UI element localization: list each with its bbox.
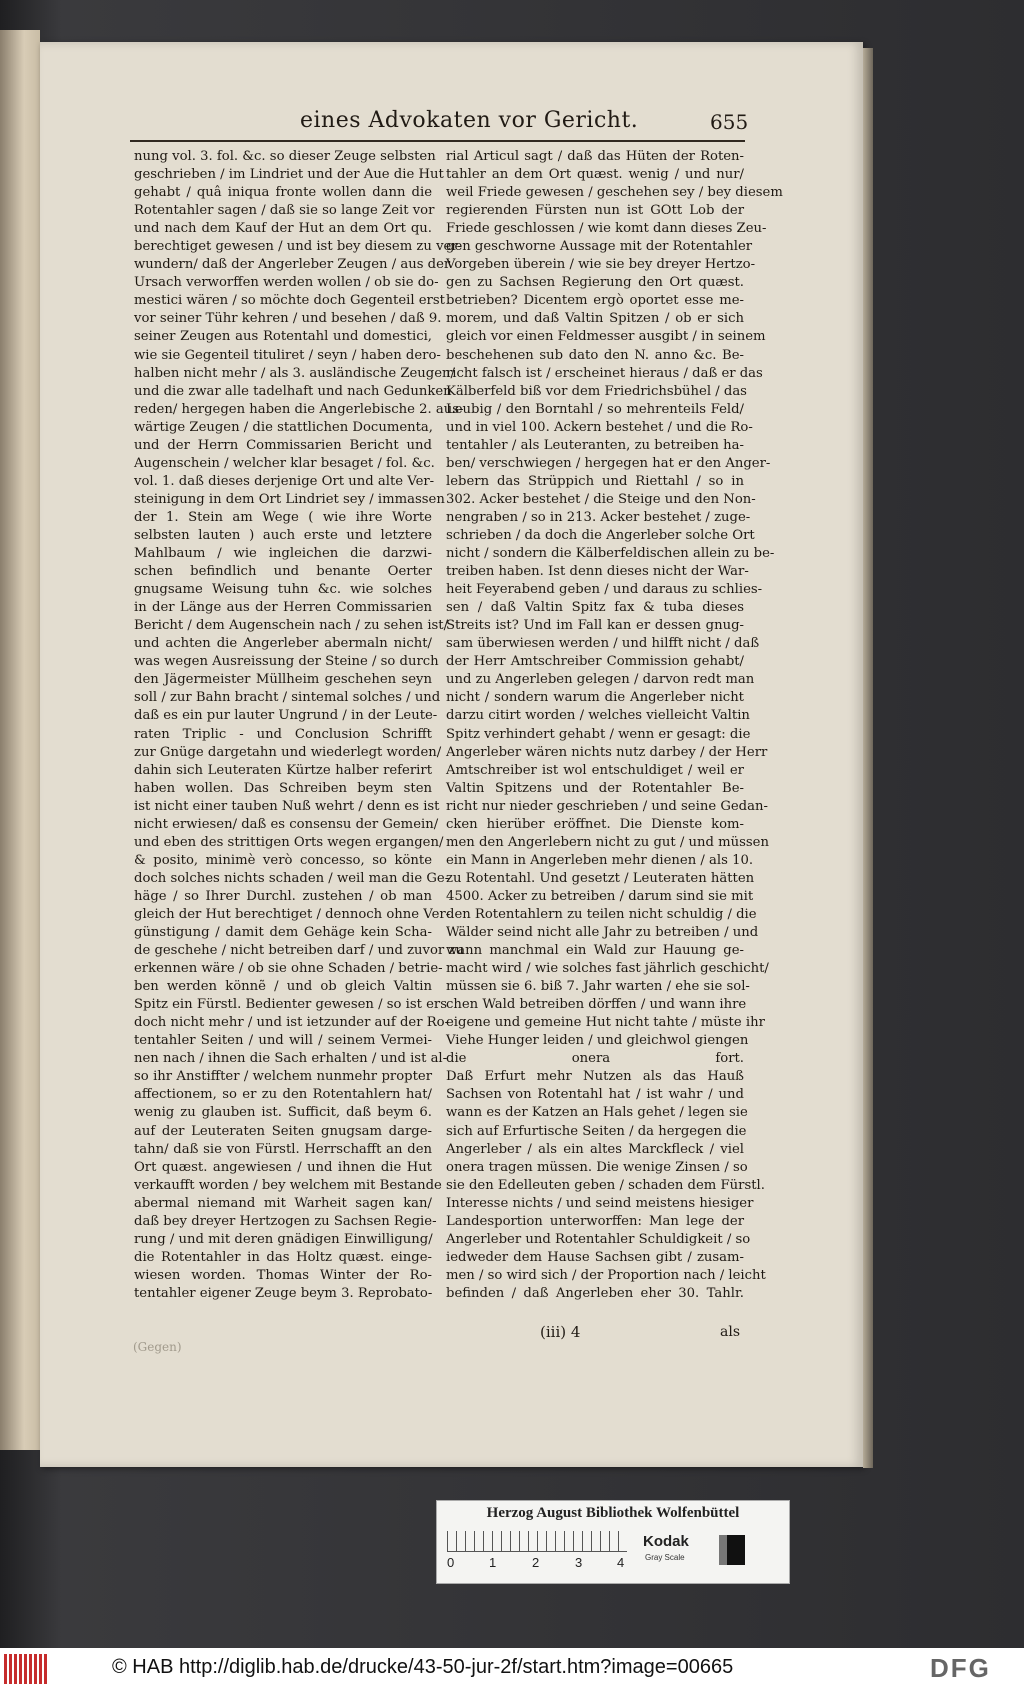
- text-line: nen nach / ihnen die Sach erhalten / und ist al-: [134, 1051, 448, 1067]
- text-line: sich auf Erfurtische Seiten / da hergegen die: [446, 1123, 747, 1139]
- text-line: doch solches nichts schaden / weil man die Ge-: [134, 870, 450, 886]
- text-line: berechtiget gewesen / und ist bey diesem zu ver-: [134, 239, 463, 255]
- text-line: Amtschreiber ist wol entschuldiget / weil er: [446, 762, 744, 778]
- text-line: morem, und daß Valtin Spitzen / ob er sich: [446, 311, 744, 327]
- text-line: betrieben? Dicentem ergò oportet esse me-: [446, 293, 744, 309]
- text-line: geschrieben / im Lindriet und der Aue die Hut: [134, 167, 444, 183]
- text-line: günstigung / damit dem Gehäge kein Scha-: [134, 925, 432, 941]
- running-head: eines Advokaten vor Gericht.: [300, 108, 639, 133]
- barcode-icon: [4, 1654, 48, 1684]
- text-line: daß es ein pur lauter Ungrund / in der Leute-: [134, 708, 438, 724]
- text-line: gleich vor einen Feldmesser ausgibt / in seinem: [446, 329, 766, 345]
- text-line: müssen sie 6. biß 7. Jahr warten / ehe sie sol-: [446, 979, 750, 995]
- text-line: und in viel 100. Ackern bestehet / und die Ro-: [446, 419, 753, 435]
- text-line: ben/ verschwiegen / hergegen hat er den Anger-: [446, 455, 771, 471]
- text-line: und zu Angerleben gelegen / darvon redt man: [446, 672, 755, 688]
- header-rule: [130, 140, 745, 142]
- text-line: Angerleber wären nichts nutz darbey / der Herr: [446, 744, 768, 760]
- text-line: halben nicht mehr / als 3. ausländische Zeugen/: [134, 365, 455, 381]
- text-line: ben werden könnẽ / und ob gleich Valtin: [134, 979, 432, 995]
- text-line: Augenschein / welcher klar besaget / fol. &c.: [134, 455, 435, 471]
- text-line: befinden / daß Angerleben eher 30. Tahlr.: [446, 1285, 744, 1301]
- text-line: & posito, minimè verò concesso, so könte: [134, 852, 432, 868]
- text-line: treiben haben. Ist denn dieses nicht der War-: [446, 564, 749, 580]
- text-line: iedweder dem Hause Sachsen gibt / zusam-: [446, 1249, 744, 1265]
- text-line: Ort quæst. angewiesen / und ihnen die Hut: [134, 1159, 432, 1175]
- left-column: [134, 148, 464, 1303]
- library-label: Herzog August Bibliothek Wolfenbüttel: [486, 1505, 740, 1521]
- text-line: raten Triplic - und Conclusion Schrifft: [134, 726, 432, 742]
- text-line: Landesportion unterworffen: Man lege der: [446, 1213, 744, 1229]
- text-line: eigene und gemeine Hut nicht tahte / müste ihr: [446, 1015, 765, 1031]
- text-line: tentahler Seiten / und will / seinem Vermei-: [134, 1033, 432, 1049]
- text-line: und nach dem Kauf der Hut an dem Ort qu.: [134, 221, 432, 237]
- text-line: auf der Leuteraten Seiten gnugsam darge-: [134, 1123, 432, 1139]
- page-edge: [863, 48, 873, 1468]
- text-line: die onera fort.: [446, 1051, 744, 1067]
- text-line: rung / und mit deren gnädigen Einwilligung/: [134, 1231, 433, 1247]
- text-line: erkennen wäre / ob sie ohne Schaden / betrie-: [134, 961, 443, 977]
- scale-number: 4: [617, 1555, 625, 1570]
- text-line: reden/ hergegen haben die Angerlebische 2. aus-: [134, 401, 464, 417]
- text-line: sie den Edelleuten geben / schaden dem Fürstl.: [446, 1177, 765, 1193]
- left-page-edge: [0, 30, 40, 1450]
- text-line: und achten die Angerleber abermaln nicht/: [134, 636, 432, 652]
- text-line: schen befindlich und benante Oerter: [134, 564, 432, 580]
- text-line: affectionem, so er zu den Rotentahlern hat/: [134, 1087, 432, 1103]
- scale-number: 1: [489, 1555, 497, 1570]
- text-line: zu Rotentahl. Und gesetzt / Leuteraten hätten: [446, 870, 755, 886]
- text-line: schrieben / da doch die Angerleber solche Ort: [446, 527, 755, 543]
- text-line: ein Mann in Angerleben mehr dienen / als 10.: [446, 852, 754, 868]
- text-line: gnugsame Weisung tuhn &c. wie solches: [134, 582, 432, 598]
- text-line: seiner Zeugen aus Rotentahl und domestici,: [134, 329, 432, 345]
- text-line: Daß Erfurt mehr Nutzen als das Hauß: [446, 1069, 744, 1085]
- footer-url-text: © HAB http://diglib.hab.de/drucke/43-50-jur-2f/start.htm?image=00665: [112, 1656, 734, 1678]
- kodak-logo: Kodak: [643, 1533, 689, 1550]
- text-line: vor seiner Tühr kehren / und besehen / daß 9.: [134, 311, 442, 327]
- text-line: tentahler / als Leuteranten, zu betreiben ha-: [446, 437, 744, 453]
- text-line: haben wollen. Das Schreiben beym sten: [134, 780, 432, 796]
- text-line: rial Articul sagt / daß das Hüten der Roten-: [446, 149, 744, 164]
- text-line: Wälder seind nicht alle Jahr zu betreiben / und: [446, 925, 759, 941]
- text-line: häge / so Ihrer Durchl. zustehen / ob man: [134, 888, 432, 904]
- text-line: daß bey dreyer Hertzogen zu Sachsen Regie-: [134, 1213, 437, 1229]
- text-line: ist nicht einer tauben Nuß wehrt / denn es ist: [134, 798, 440, 814]
- text-line: tahn/ daß sie von Fürstl. Herrschafft an den: [134, 1141, 432, 1157]
- text-line: in der Länge aus der Herren Commissarien: [134, 600, 432, 616]
- scale-number: 0: [447, 1555, 455, 1570]
- text-line: 4500. Acker zu betreiben / darum sind sie mit: [446, 888, 754, 904]
- text-line: de geschehe / nicht betreiben darf / und zuvor zu: [134, 943, 464, 959]
- text-line: wie sie Gegenteil tituliret / seyn / haben dero-: [134, 347, 441, 363]
- text-line: tentahler eigener Zeuge beym 3. Reprobato-: [134, 1285, 433, 1301]
- text-line: beschehenen sub dato den N. anno &c. Be-: [446, 347, 744, 363]
- text-line: Spitz verhindert gehabt / wenn er gesagt: die: [446, 726, 751, 742]
- text-line: gleich der Hut berechtiget / dennoch ohne Ver-: [134, 906, 451, 922]
- text-line: Interesse nichts / und seind meistens hiesiger: [446, 1195, 754, 1211]
- text-line: Kälberfeld biß vor dem Friedrichsbühel / das: [446, 383, 747, 399]
- text-line: steinigung in dem Ort Lindriet sey / immassen: [134, 491, 445, 507]
- scale-number: 2: [532, 1555, 540, 1570]
- text-line: macht wird / wie solches fast jährlich geschicht/: [446, 961, 769, 977]
- text-line: darzu citirt worden / welches vielleicht Valtin: [446, 708, 750, 724]
- text-line: zur Gnüge dargetahn und wiederlegt worden/: [134, 744, 442, 760]
- text-line: wann manchmal ein Wald zur Hauung ge-: [446, 943, 744, 959]
- text-line: weil Friede gewesen / geschehen sey / bey diesem: [446, 185, 783, 201]
- scale-number: 3: [575, 1555, 583, 1570]
- text-line: vol. 1. daß dieses derjenige Ort und alte Ver-: [134, 473, 435, 489]
- text-line: wann es der Katzen an Hals gehet / legen sie: [446, 1105, 748, 1121]
- gray-patch: [719, 1535, 745, 1565]
- text-line: men den Angerlebern nicht zu gut / und müssen: [446, 834, 769, 850]
- text-line: und eben des strittigen Orts wegen ergangen/: [134, 834, 444, 850]
- text-line: Valtin Spitzens und der Rotentahler Be-: [446, 780, 744, 796]
- text-line: soll / zur Bahn bracht / sintemal solches / und: [134, 690, 441, 706]
- text-line: wärtige Zeugen / die stattlichen Documenta,: [134, 419, 433, 435]
- text-line: wenig zu glauben ist. Sufficit, daß beym 6.: [134, 1105, 432, 1121]
- text-line: mestici wären / so möchte doch Gegenteil erst: [134, 293, 445, 309]
- text-line: richt nur nieder geschrieben / und seine Gedan-: [446, 798, 768, 814]
- color-target-card: [436, 1500, 790, 1584]
- text-line: Viehe Hunger leiden / und gleichwol giengen: [446, 1033, 749, 1049]
- text-line: nengraben / so in 213. Acker bestehet / zuge-: [446, 509, 751, 525]
- text-line: tahler an dem Ort quæst. wenig / und nur/: [446, 167, 744, 183]
- text-line: verkaufft worden / bey welchem mit Bestande: [134, 1177, 442, 1193]
- text-line: gehabt / quâ iniqua fronte wollen dann die: [134, 185, 432, 201]
- text-line: selbsten lauten ) auch erste und letztere: [134, 527, 432, 543]
- text-line: chen Wald betreiben dörffen / und wann ihre: [446, 997, 747, 1013]
- text-line: Rotentahler sagen / daß sie so lange Zeit vor: [134, 203, 435, 219]
- text-line: Streits ist? Und im Fall kan er dessen gnug-: [446, 618, 744, 634]
- text-line: nicht erwiesen/ daß es consensu der Gemein/: [134, 816, 439, 832]
- scale-ruler: [447, 1531, 627, 1552]
- text-line: der 1. Stein am Wege ( wie ihre Worte: [134, 509, 432, 525]
- text-line: wiesen worden. Thomas Winter der Ro-: [134, 1267, 432, 1283]
- signature-mark: (iii) 4: [540, 1323, 581, 1341]
- text-line: 302. Acker bestehet / die Steige und den Non-: [446, 491, 756, 507]
- text-line: Mahlbaum / wie ingleichen die darzwi-: [134, 546, 432, 562]
- text-line: so ihr Anstiffter / welchem nunmehr propter: [134, 1069, 432, 1085]
- page-number: 655: [710, 110, 749, 134]
- text-line: richt falsch ist / erscheinet hieraus / daß er das: [446, 365, 763, 381]
- text-line: und die zwar alle tadelhaft und nach Gedunken: [134, 383, 452, 399]
- text-line: was wegen Ausreissung der Steine / so durch: [134, 654, 439, 670]
- text-line: Leubig / den Borntahl / so mehrenteils Feld/: [446, 401, 744, 417]
- text-line: lebern das Strüppich und Riettahl / so in: [446, 473, 744, 489]
- dfg-logo: DFG: [930, 1653, 991, 1683]
- catchword: als: [720, 1324, 741, 1340]
- footer-bar: [0, 1648, 1024, 1690]
- text-line: Angerleber und Rotentahler Schuldigkeit / so: [446, 1231, 751, 1247]
- text-line: onera tragen müssen. Die wenige Zinsen / so: [446, 1159, 748, 1175]
- text-line: regierenden Fürsten nun ist GOtt Lob der: [446, 203, 744, 219]
- text-line: der Herr Amtschreiber Commission gehabt/: [446, 654, 744, 670]
- text-line: doch nicht mehr / und ist ietzunder auf der Ro-: [134, 1015, 450, 1031]
- text-line: Ursach verworffen werden wollen / ob sie do-: [134, 275, 439, 291]
- scale-numbers: [447, 1555, 647, 1575]
- text-line: die Rotentahler in das Holtz quæst. einge-: [134, 1249, 432, 1265]
- text-line: sam überwiesen werden / und hilfft nicht / daß: [446, 636, 760, 652]
- text-line: dahin sich Leuteraten Kürtze halber referirt: [134, 762, 432, 778]
- text-line: heit Feyerabend geben / und daraus zu schlies-: [446, 582, 763, 598]
- text-line: Bericht / dem Augenschein nach / zu sehen ist/: [134, 618, 449, 634]
- text-line: sen / daß Valtin Spitz fax & tuba dieses: [446, 600, 744, 616]
- text-line: gen zu Sachsen Regierung den Ort quæst.: [446, 275, 744, 291]
- text-line: nung vol. 3. fol. &c. so dieser Zeuge selbsten: [134, 149, 436, 164]
- gray-scale-label: Gray Scale: [645, 1553, 685, 1562]
- library-stamp: (Gegen): [133, 1340, 182, 1354]
- text-line: Angerleber / als ein altes Marckfleck / viel: [446, 1141, 744, 1157]
- text-line: und der Herrn Commissarien Bericht und: [134, 437, 432, 453]
- right-column: [446, 148, 783, 1303]
- text-line: Sachsen von Rotentahl hat / ist wahr / und: [446, 1087, 744, 1103]
- text-line: men / so wird sich / der Proportion nach / leicht: [446, 1267, 766, 1283]
- text-line: gen geschworne Aussage mit der Rotentahler: [446, 239, 753, 255]
- text-line: cken hierüber eröffnet. Die Dienste kom-: [446, 816, 744, 832]
- text-line: wundern/ daß der Angerleber Zeugen / aus der: [134, 257, 451, 273]
- text-line: nicht / sondern warum die Angerleber nicht: [446, 690, 744, 706]
- text-line: den Jägermeister Müllheim geschehen seyn: [134, 672, 432, 688]
- text-line: Friede geschlossen / wie komt dann dieses Zeu-: [446, 221, 767, 237]
- text-line: nicht / sondern die Kälberfeldischen allein zu be-: [446, 546, 775, 562]
- text-line: den Rotentahlern zu teilen nicht schuldig / die: [446, 906, 757, 922]
- text-line: Spitz ein Fürstl. Bedienter gewesen / so ist ers: [134, 997, 447, 1013]
- text-line: Vorgeben überein / wie sie bey dreyer Hertzo-: [446, 257, 756, 273]
- text-line: abermal niemand mit Warheit sagen kan/: [134, 1195, 432, 1211]
